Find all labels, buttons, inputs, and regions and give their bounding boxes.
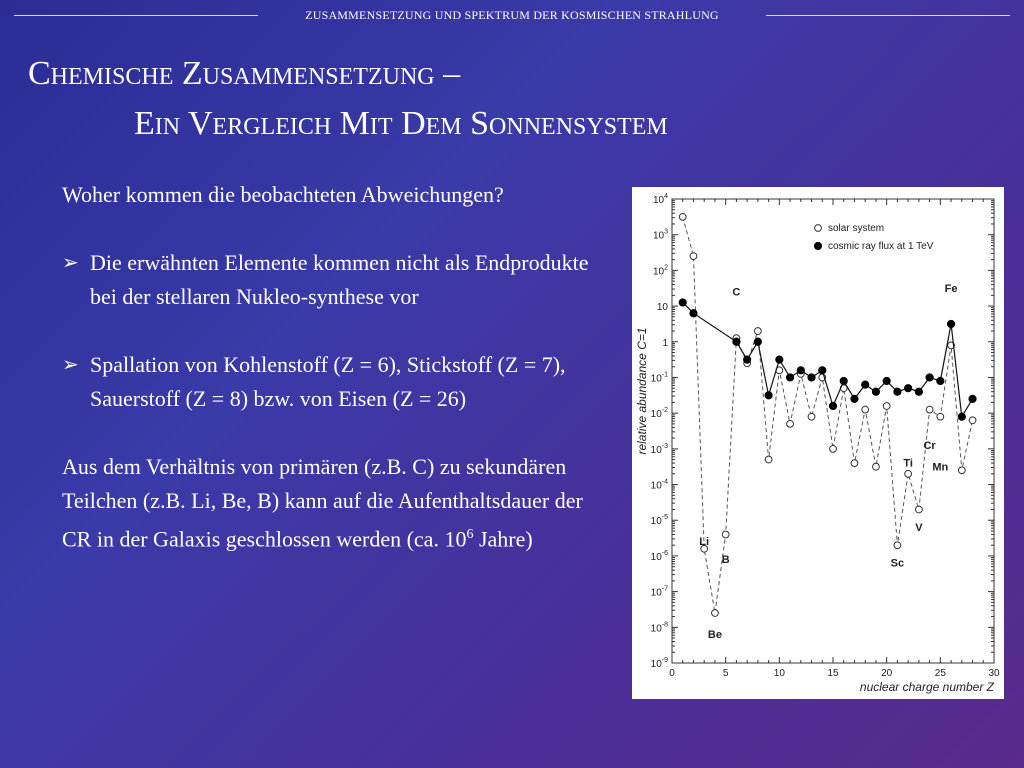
y-tick-label: $10^{-4}$ bbox=[650, 478, 668, 492]
cosmic-point bbox=[894, 388, 901, 395]
cosmic-point bbox=[679, 299, 686, 306]
solar-point bbox=[787, 420, 794, 427]
solar-point bbox=[883, 403, 890, 410]
y-tick-label: $10^{-2}$ bbox=[650, 407, 668, 421]
element-label-li: Li bbox=[699, 536, 710, 549]
bullet-item-1 bbox=[62, 246, 602, 314]
cosmic-point bbox=[947, 320, 954, 327]
cosmic-point bbox=[851, 395, 858, 402]
y-tick-label: $10^{-5}$ bbox=[650, 514, 668, 528]
element-label-sc: Sc bbox=[890, 557, 905, 570]
solar-point bbox=[915, 506, 922, 513]
body-text bbox=[62, 178, 602, 556]
x-tick-label: 30 bbox=[988, 668, 1000, 679]
conclusion-prefix: Aus dem Verhältnis von primären (z.B. C) zu sekundären Teilchen (z.B. Li, Be, B) kann auf die Aufenthaltsdauer der CR in der Galaxis geschlossen werden (ca. 10 bbox=[62, 454, 583, 552]
solar-point bbox=[765, 456, 772, 463]
solar-point bbox=[873, 463, 880, 470]
solar-point bbox=[926, 406, 933, 413]
y-tick-label: 10 bbox=[656, 302, 668, 314]
solar-point bbox=[862, 406, 869, 413]
conclusion-exponent: 6 bbox=[466, 527, 474, 542]
y-tick-label: $10^4$ bbox=[652, 193, 668, 206]
solar-point bbox=[712, 610, 719, 617]
cosmic-point bbox=[872, 388, 879, 395]
y-tick-label: $10^{-9}$ bbox=[650, 657, 668, 670]
arrow-bullet-icon: ➢ bbox=[62, 252, 79, 274]
y-tick-label: $10^2$ bbox=[652, 264, 668, 278]
cosmic-point bbox=[744, 356, 751, 363]
cosmic-point bbox=[733, 338, 740, 345]
solar-point bbox=[894, 542, 901, 549]
y-tick-label: $10^{-1}$ bbox=[650, 371, 668, 385]
cosmic-point bbox=[690, 310, 697, 317]
element-label-be: Be bbox=[707, 629, 722, 642]
running-title: ZUSAMMENSETZUNG UND SPEKTRUM DER KOSMISCHEN STRAHLUNG bbox=[305, 8, 719, 22]
cosmic-point bbox=[926, 374, 933, 381]
y-tick-label: $10^{-7}$ bbox=[650, 585, 668, 599]
solar-point bbox=[722, 531, 729, 538]
legend-solar-marker bbox=[815, 225, 822, 232]
y-tick-label: 1 bbox=[662, 337, 668, 349]
cosmic-point bbox=[808, 374, 815, 381]
arrow-bullet-icon: ➢ bbox=[62, 354, 79, 376]
legend-cosmic-label: cosmic ray flux at 1 TeV bbox=[828, 241, 934, 252]
cosmic-point bbox=[786, 374, 793, 381]
y-tick-label: $10^3$ bbox=[652, 228, 668, 242]
y-tick-label: $10^{-3}$ bbox=[650, 442, 668, 456]
abundance-chart bbox=[632, 187, 1004, 699]
solar-point bbox=[937, 413, 944, 420]
solar-point bbox=[690, 253, 697, 260]
element-label-b: B bbox=[721, 554, 730, 567]
x-tick-label: 25 bbox=[934, 668, 946, 679]
element-label-c: C bbox=[732, 286, 741, 299]
cosmic-point bbox=[905, 385, 912, 392]
x-tick-label: 5 bbox=[722, 668, 729, 679]
conclusion-suffix: Jahre) bbox=[473, 526, 533, 552]
solar-point bbox=[679, 213, 686, 220]
element-label-ti: Ti bbox=[903, 457, 913, 470]
solar-point bbox=[958, 467, 965, 474]
cosmic-point bbox=[915, 388, 922, 395]
header-rule-right bbox=[766, 15, 1010, 16]
solar-point bbox=[969, 417, 976, 424]
cosmic-point bbox=[754, 338, 761, 345]
cosmic-point bbox=[862, 381, 869, 388]
solar-point bbox=[808, 413, 815, 420]
cosmic-point bbox=[937, 377, 944, 384]
bullet-1-text: Die erwähnten Elemente kommen nicht als Endprodukte bei der stellaren Nukleo-synthese vor bbox=[90, 250, 589, 309]
cosmic-point bbox=[958, 413, 965, 420]
slide-title-line-2: Ein Vergleich Mit Dem Sonnensystem bbox=[134, 105, 668, 142]
slide-title-line-1: Chemische Zusammensetzung – bbox=[28, 55, 461, 92]
legend-cosmic-marker bbox=[814, 242, 821, 249]
bullet-item-2 bbox=[62, 348, 602, 416]
solar-point bbox=[830, 445, 837, 452]
cosmic-series-line bbox=[683, 303, 973, 417]
cosmic-point bbox=[797, 367, 804, 374]
element-label-v: V bbox=[915, 521, 923, 534]
element-label-fe: Fe bbox=[944, 282, 958, 295]
element-label-cr: Cr bbox=[923, 439, 936, 452]
cosmic-point bbox=[883, 377, 890, 384]
element-label-mn: Mn bbox=[932, 461, 949, 474]
x-tick-label: 0 bbox=[669, 668, 675, 679]
cosmic-point bbox=[765, 392, 772, 399]
plot-frame bbox=[672, 199, 994, 663]
cosmic-point bbox=[776, 356, 783, 363]
abundance-chart-svg bbox=[632, 187, 1004, 699]
cosmic-point bbox=[969, 395, 976, 402]
x-tick-label: 20 bbox=[881, 668, 893, 679]
solar-point bbox=[754, 328, 761, 335]
solar-point bbox=[851, 460, 858, 467]
legend-solar-label: solar system bbox=[828, 223, 885, 234]
solar-point bbox=[905, 470, 912, 477]
cosmic-point bbox=[829, 402, 836, 409]
question-text: Woher kommen die beobachteten Abweichungen? bbox=[62, 182, 504, 207]
y-tick-label: $10^{-8}$ bbox=[650, 621, 668, 635]
x-axis-label: nuclear charge number Z bbox=[859, 680, 994, 694]
y-tick-label: $10^{-6}$ bbox=[650, 549, 668, 563]
running-header bbox=[10, 6, 1014, 24]
cosmic-point bbox=[840, 377, 847, 384]
cosmic-point bbox=[819, 367, 826, 374]
bullet-2-text: Spallation von Kohlenstoff (Z = 6), Stickstoff (Z = 7), Sauerstoff (Z = 8) bzw. von Eisen (Z = 26) bbox=[90, 352, 566, 411]
x-tick-label: 15 bbox=[827, 668, 839, 679]
x-tick-label: 10 bbox=[773, 668, 785, 679]
y-axis-label: relative abundance C=1 bbox=[635, 327, 649, 455]
conclusion-text bbox=[62, 450, 602, 556]
